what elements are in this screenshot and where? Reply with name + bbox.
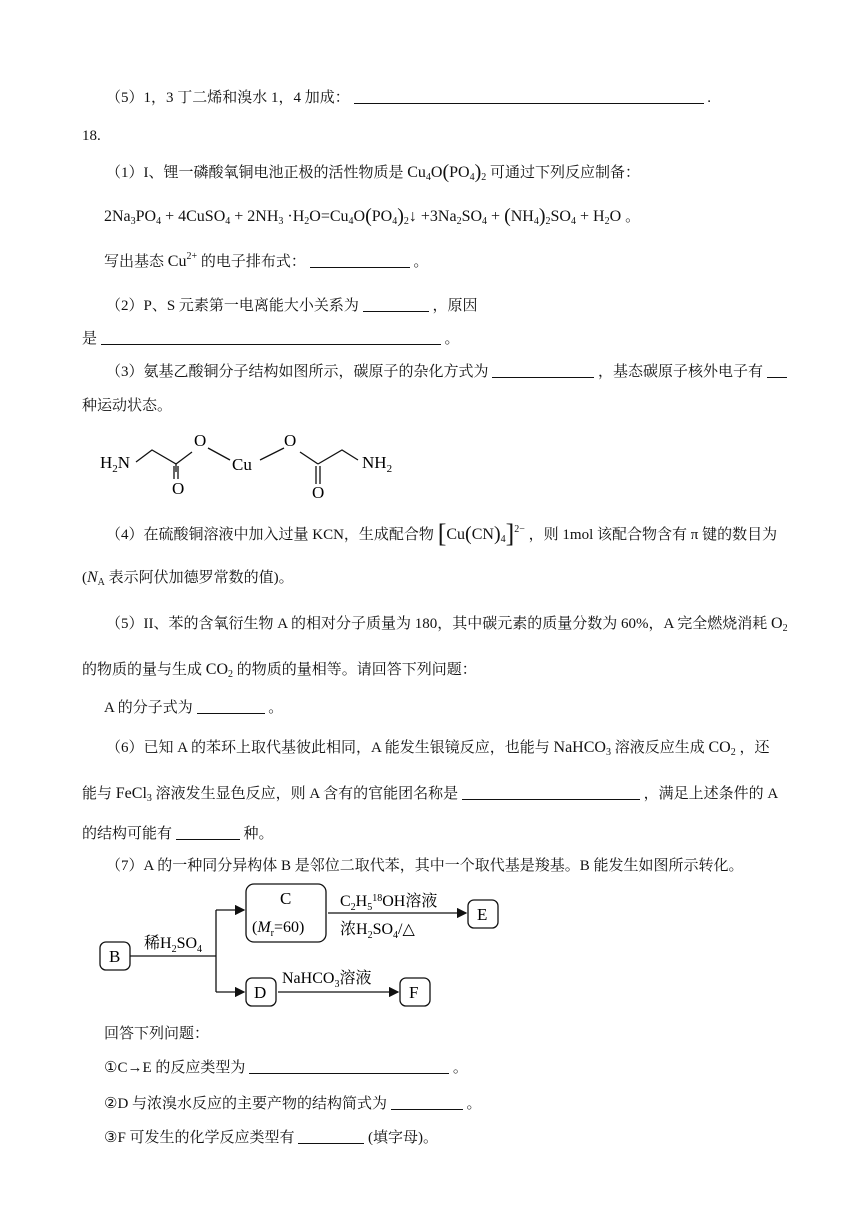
reagent-ethanol-18o: $C_2H_5^{18}OH$溶液: [340, 893, 438, 913]
node-b-label: B: [109, 947, 121, 966]
formula-fecl3: FeCl$_3$: [115, 785, 152, 804]
formula-cu2plus: $Cu^{2+}$: [167, 251, 198, 270]
q18-part7-line1: （7）A 的一种同分异构体 B 是邻位二取代苯，其中一个取代基是羧基。B 能发生如图所示转化。: [106, 858, 744, 874]
q4-text-d: (: [82, 570, 87, 586]
q6-text-f: ，满足上述条件的 A: [643, 786, 779, 802]
q17-part5: [106, 88, 711, 108]
answer-blank[interactable]: [176, 825, 240, 840]
formula-co2: $CO_2$: [708, 739, 736, 758]
q18-part1-line1: [106, 162, 640, 183]
q18-part6-line2: [82, 784, 778, 804]
node-d-label: D: [254, 983, 267, 1002]
q4-text-c: 键的数目为: [702, 527, 778, 543]
answers-intro: 回答下列问题：: [104, 1026, 210, 1042]
reagent-nahco3: NaHCO$_3$溶液: [282, 970, 372, 990]
q18-part3-line1: [106, 362, 787, 382]
ecfg-text-a: 写出基态: [104, 254, 165, 270]
q18-part1-text: （1）I、锂一磷酸氧铜电池正极的活性物质是: [106, 165, 404, 181]
question-number-18: 18.: [82, 128, 101, 144]
oxygen-label: O: [312, 483, 325, 500]
q2-text-c: 是: [82, 331, 98, 347]
q17-part5-text: （5）1，3 丁二烯和溴水 1，4 加成：: [106, 90, 350, 106]
q18-part5-line2: [82, 660, 477, 680]
answer-blank[interactable]: [197, 699, 265, 714]
q6-text-a: （6）已知 A 的苯环上取代基彼此相同，A 能发生银镜反应，也能与: [106, 740, 550, 756]
answer-blank[interactable]: [462, 785, 640, 800]
oxygen-label: O: [172, 479, 185, 498]
answer-blank[interactable]: [249, 1059, 449, 1074]
formula-nahco3: NaHCO$_3$: [553, 739, 611, 758]
nh2-label: $NH_2$: [362, 453, 393, 475]
answer-blank[interactable]: [310, 253, 410, 268]
q2-text-a: （2）P、S 元素第一电离能大小关系为: [106, 298, 359, 314]
node-f-label: F: [409, 983, 419, 1002]
reaction-equation: $2Na_3PO_4$ + 4CuSO$_4$ + $2NH_3$ $\cdot H_2O=Cu_4O(PO_4)_2↓ +3Na_2SO_4 + (NH_4)_2SO_4 + H_2O$ 。: [104, 205, 641, 227]
formula-cu4o-po4-2: $Cu_4O(PO_4)_2$: [407, 161, 487, 183]
q18-part2-line2: [82, 329, 460, 349]
answer-blank[interactable]: [492, 363, 594, 378]
q6-text-b: 溶液反应生成: [614, 740, 705, 756]
q18-part4-line1: [106, 519, 778, 548]
q2-end: 。: [444, 331, 460, 347]
formula-co2: $CO_2$: [205, 661, 233, 680]
h2n-label: $H_2N$: [100, 453, 131, 475]
q18-part2-line1: [106, 296, 477, 316]
q18-part1-ecfg: [104, 252, 428, 272]
q4-text-a: （4）在硫酸铜溶液中加入过量 KCN，生成配合物: [106, 527, 434, 543]
answer-blank[interactable]: [363, 297, 429, 312]
answer-1-end: 。: [452, 1060, 468, 1076]
answer-blank[interactable]: [101, 330, 441, 345]
answer-1-text: ①C→E 的反应类型为: [104, 1060, 246, 1076]
q4-text-e: 表示阿伏加德罗常数的值)。: [104, 570, 294, 586]
q6-text-e: 溶液发生显色反应，则 A 含有的官能团名称是: [155, 786, 459, 802]
answer-3-end: (填字母)。: [368, 1130, 439, 1146]
q5-text-d: A 的分子式为: [104, 700, 193, 716]
ecfg-end: 。: [413, 254, 429, 270]
node-c-label: C: [280, 889, 292, 908]
answer-3: [104, 1128, 438, 1148]
answer-blank[interactable]: [354, 89, 704, 104]
q18-part5-line3: [104, 698, 283, 718]
q3-text-a: （3）氨基乙酸铜分子结构如图所示，碳原子的杂化方式为: [106, 364, 489, 380]
reagent-dilute-h2so4: 稀$H_2SO_4$: [144, 935, 203, 955]
answer-blank[interactable]: [767, 363, 787, 378]
glycine-copper-structure: [96, 424, 416, 500]
q2-text-b: ，原因: [432, 298, 478, 314]
avogadro-subscript: A: [97, 577, 105, 588]
avogadro-symbol: N: [87, 569, 98, 586]
q18-part4-line2: [82, 568, 294, 588]
q18-part5-line1: [106, 614, 788, 634]
reagent-conc-h2so4: 浓$H_2SO_4/\triangle$: [340, 921, 415, 941]
answer-2-text: ②D 与浓溴水反应的主要产物的结构简式为: [104, 1096, 388, 1112]
answer-blank[interactable]: [391, 1095, 463, 1110]
pi-symbol: π: [690, 527, 699, 543]
q3-text-b: ，基态碳原子核外电子有: [598, 364, 764, 380]
reaction-flow-diagram: [96, 880, 516, 1016]
answer-3-text: ③F 可发生的化学反应类型有: [104, 1130, 295, 1146]
q17-part5-end: .: [707, 90, 712, 106]
q6-text-c: ，还: [739, 740, 770, 756]
q5-text-b: 的物质的量与生成: [82, 662, 203, 678]
formula-o2: $O_2$: [771, 615, 788, 634]
oxygen-label: O: [284, 431, 297, 450]
answer-1: [104, 1058, 468, 1078]
node-c-mr: $(M_r=60)$: [252, 919, 305, 939]
q4-text-b: ，则 1mol 该配合物含有: [528, 527, 688, 543]
answer-2: [104, 1094, 482, 1114]
q5-text-c: 的物质的量相等。请回答下列问题：: [236, 662, 477, 678]
q5-end: 。: [268, 700, 284, 716]
q6-text-g: 的结构可能有: [82, 826, 173, 842]
q18-part6-line1: [106, 738, 769, 758]
formula-cu-cn4: $[Cu(CN)_4]^{2-}$: [437, 519, 525, 548]
q5-text-a: （5）II、苯的含氧衍生物 A 的相对分子质量为 180，其中碳元素的质量分数为 60%，A 完全燃烧消耗: [106, 616, 768, 632]
q18-part1-text-b: 可通过下列反应制备：: [490, 165, 641, 181]
oxygen-label: O: [194, 431, 207, 450]
answer-2-end: 。: [466, 1096, 482, 1112]
q18-part6-line3: [82, 824, 274, 844]
q6-text-h: 种。: [243, 826, 274, 842]
copper-label: Cu: [232, 455, 252, 474]
node-e-label: E: [477, 905, 488, 924]
q18-part3-line2: 种运动状态。: [82, 398, 173, 414]
equation-tail: 。: [625, 209, 641, 225]
ecfg-text-b: 的电子排布式：: [200, 254, 306, 270]
q6-text-d: 能与: [82, 786, 113, 802]
answer-blank[interactable]: [298, 1129, 364, 1144]
